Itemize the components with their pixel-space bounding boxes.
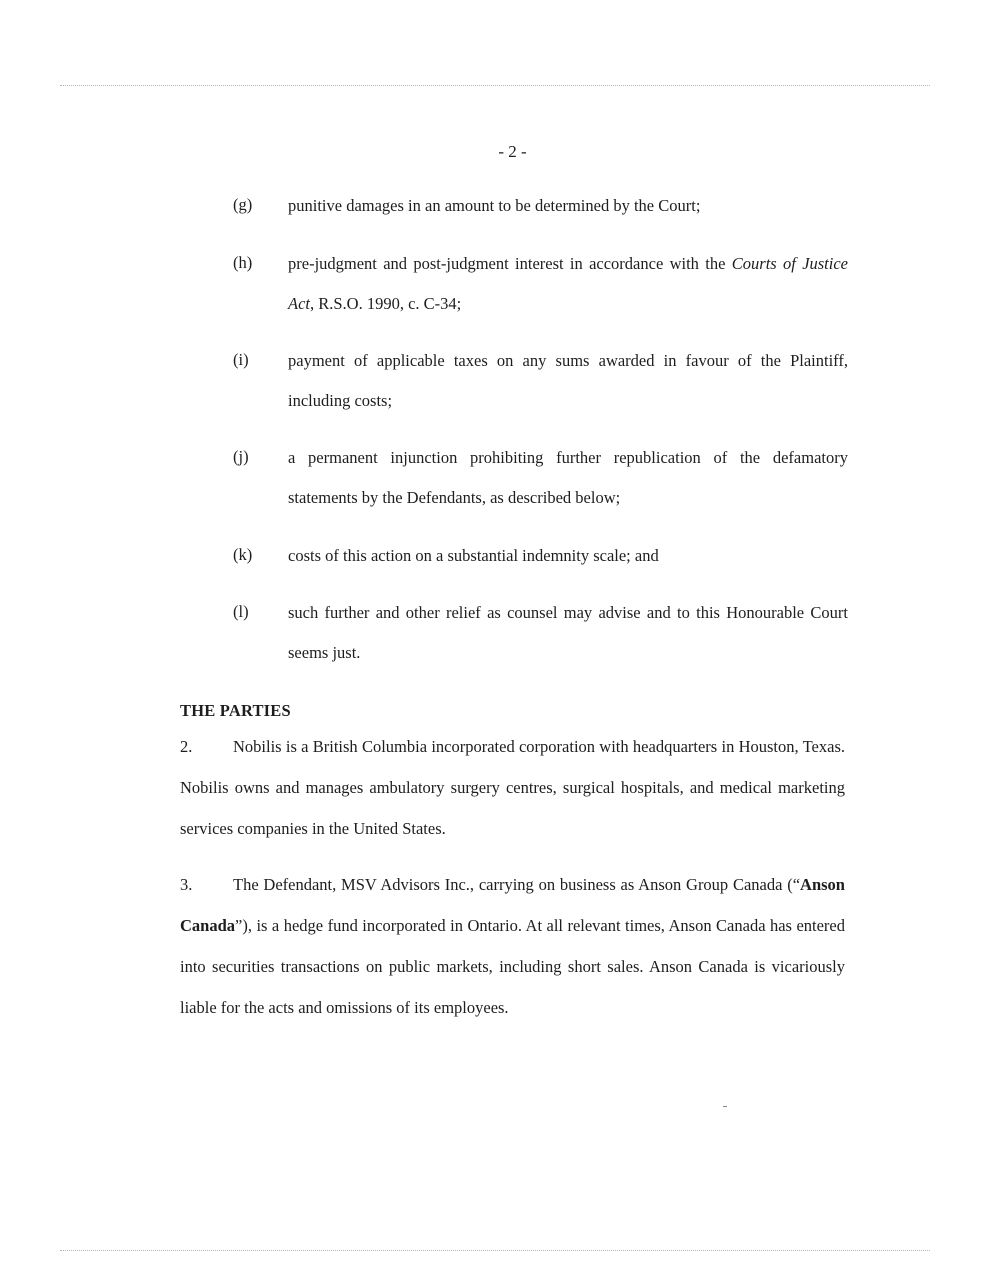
- item-text: payment of applicable taxes on any sums awarded in favour of the Plaintiff, including costs;: [288, 351, 848, 410]
- item-text-part: pre-judgment and post-judgment interest in accordance with the: [288, 254, 732, 273]
- paragraph-number: 3.: [180, 875, 193, 894]
- scan-artifact-top: [60, 85, 930, 86]
- paragraph-3: [180, 864, 845, 1028]
- item-text: punitive damages in an amount to be determined by the Court;: [288, 196, 701, 215]
- item-label: (l): [233, 602, 249, 621]
- statute-name: Courts of Justice Act: [288, 254, 849, 313]
- relief-item-j: [233, 438, 848, 518]
- item-text: costs of this action on a substantial indemnity scale; and: [288, 546, 659, 565]
- page-number: - 2 -: [498, 142, 527, 161]
- paragraph-number: 2.: [180, 737, 193, 756]
- item-label: (j): [233, 447, 249, 466]
- paragraph-text: ”), is a hedge fund incorporated in Ontario. At all relevant times, Anson Canada has entered into securities transactions on public markets, including short sales. Anson Canada is vicariously liable for the acts and omissions of its employees.: [180, 916, 845, 1017]
- item-text: a permanent injunction prohibiting further republication of the defamatory statements by the Defendants, as described below;: [288, 448, 848, 507]
- section-heading: THE PARTIES: [180, 701, 291, 720]
- relief-item-h: [233, 244, 848, 324]
- item-label: (k): [233, 545, 253, 564]
- relief-item-l: [233, 593, 848, 673]
- scan-speck: [723, 1106, 727, 1107]
- item-text: [288, 244, 848, 324]
- paragraph-2: [180, 726, 845, 849]
- item-text-part: , R.S.O. 1990, c. C-34;: [310, 294, 462, 313]
- relief-item-k: [233, 545, 848, 567]
- item-text: such further and other relief as counsel may advise and to this Honourable Court seems just.: [288, 603, 848, 662]
- paragraph-text: The Defendant, MSV Advisors Inc., carrying on business as Anson Group Canada (“: [233, 875, 801, 894]
- relief-item-i: [233, 341, 848, 421]
- paragraph-text: Nobilis is a British Columbia incorporated corporation with headquarters in Houston, Texas. Nobilis owns and manages ambulatory surgery centres, surgical hospitals, and medical marketing services companies in the United States.: [180, 737, 845, 838]
- scan-artifact-bottom: [60, 1250, 930, 1251]
- item-label: (i): [233, 350, 249, 369]
- item-label: (g): [233, 195, 253, 214]
- relief-item-g: [233, 195, 848, 217]
- defined-term: Anson Canada: [180, 875, 845, 935]
- item-label: (h): [233, 253, 253, 272]
